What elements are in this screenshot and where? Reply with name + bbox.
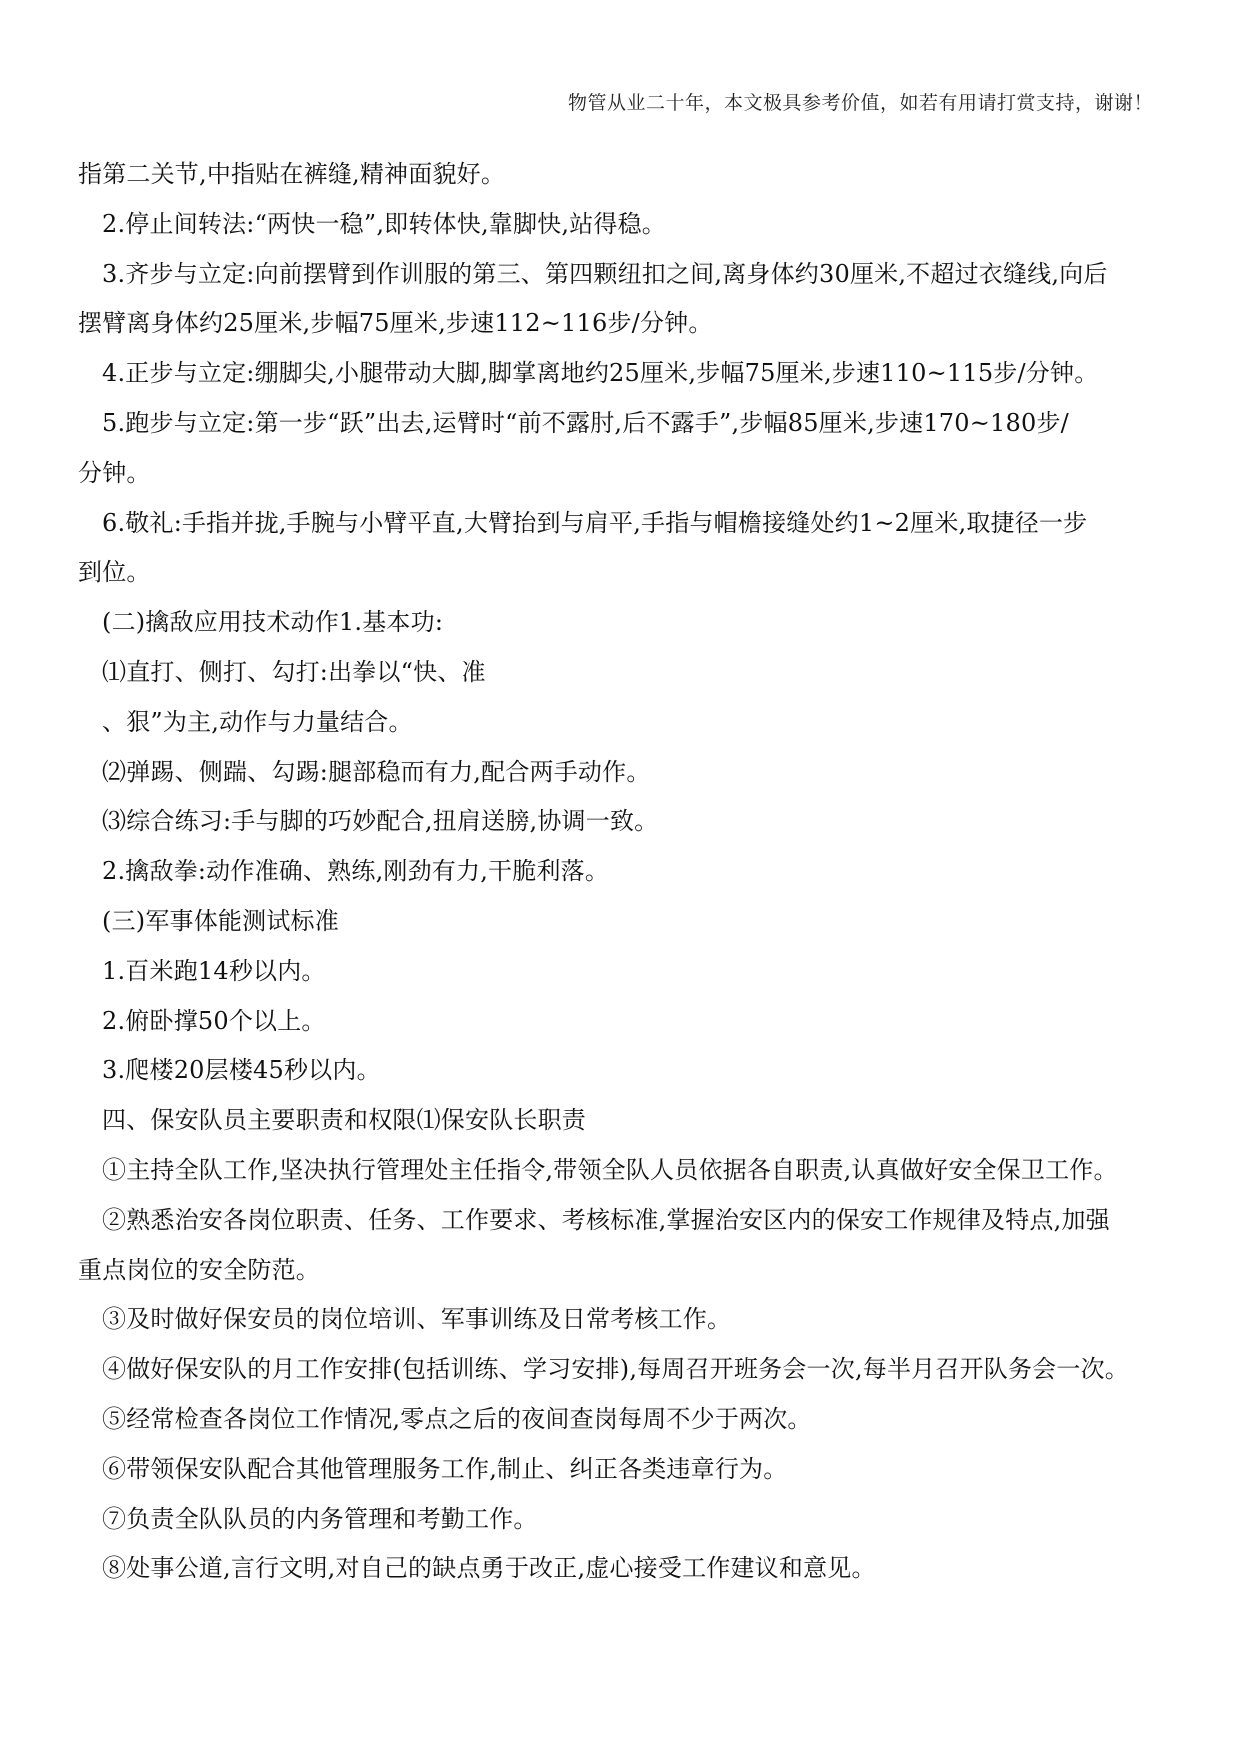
text-line: 2.停止间转法:“两快一稳”,即转体快,靠脚快,站得稳。 xyxy=(102,209,667,238)
text-line: 指第二关节,中指贴在裤缝,精神面貌好。 xyxy=(78,160,506,188)
text-line: ⑵弹踢、侧踹、勾踢:腿部稳而有力,配合两手动作。 xyxy=(102,757,651,786)
text-line: (三)军事体能测试标准 xyxy=(102,906,339,935)
document-body xyxy=(78,150,1168,1594)
text-line: 重点岗位的安全防范。 xyxy=(78,1255,320,1284)
text-line: 2.擒敌拳:动作准确、熟练,刚劲有力,干脆利落。 xyxy=(102,857,610,886)
text-line: ⑴直打、侧打、勾打:出拳以“快、准 xyxy=(102,657,486,686)
text-line: 6.敬礼:手指并拢,手腕与小臂平直,大臂抬到与肩平,手指与帽檐接缝处约1~2厘米,取捷径一步 xyxy=(102,508,1088,537)
text-line: 、狠”为主,动作与力量结合。 xyxy=(102,707,413,736)
text-line: ③及时做好保安员的岗位培训、军事训练及日常考核工作。 xyxy=(102,1305,732,1334)
text-line: 3.齐步与立定:向前摆臂到作训服的第三、第四颗纽扣之间,离身体约30厘米,不超过衣缝线,向后 xyxy=(102,259,1108,288)
text-line: 分钟。 xyxy=(78,458,151,487)
text-line: 2.俯卧撑50个以上。 xyxy=(102,1006,326,1035)
text-line: ⑤经常检查各岗位工作情况,零点之后的夜间查岗每周不少于两次。 xyxy=(102,1404,812,1433)
text-line: 四、保安队员主要职责和权限⑴保安队长职责 xyxy=(102,1106,586,1135)
text-line: 1.百米跑14秒以内。 xyxy=(102,956,326,985)
text-line: ⑶综合练习:手与脚的巧妙配合,扭肩送膀,协调一致。 xyxy=(102,807,659,836)
text-line: 摆臂离身体约25厘米,步幅75厘米,步速112~116步/分钟。 xyxy=(78,309,713,338)
text-line: ⑦负责全队队员的内务管理和考勤工作。 xyxy=(102,1504,538,1533)
text-line: ④做好保安队的月工作安排(包括训练、学习安排),每周召开班务会一次,每半月召开队务会一次。 xyxy=(102,1355,1129,1384)
text-line: 4.正步与立定:绷脚尖,小腿带动大脚,脚掌离地约25厘米,步幅75厘米,步速110~115步/分钟。 xyxy=(102,359,1099,388)
text-line: ⑧处事公道,言行文明,对自己的缺点勇于改正,虚心接受工作建议和意见。 xyxy=(102,1554,876,1583)
text-line: ②熟悉治安各岗位职责、任务、工作要求、考核标准,掌握治安区内的保安工作规律及特点,加强 xyxy=(102,1205,1110,1234)
text-line: 5.跑步与立定:第一步“跃”出去,运臂时“前不露肘,后不露手”,步幅85厘米,步速170~180步/ xyxy=(102,408,1069,437)
text-line: 到位。 xyxy=(78,558,151,587)
text-line: 3.爬楼20层楼45秒以内。 xyxy=(102,1056,381,1085)
text-line: ⑥带领保安队配合其他管理服务工作,制止、纠正各类违章行为。 xyxy=(102,1454,788,1483)
text-line: ①主持全队工作,坚决执行管理处主任指令,带领全队人员依据各自职责,认真做好安全保卫工作。 xyxy=(102,1155,1118,1184)
text-line: (二)擒敌应用技术动作1.基本功: xyxy=(102,608,444,637)
header-note: 物管从业二十年，本文极具参考价值，如若有用请打赏支持，谢谢！ xyxy=(567,92,1153,114)
